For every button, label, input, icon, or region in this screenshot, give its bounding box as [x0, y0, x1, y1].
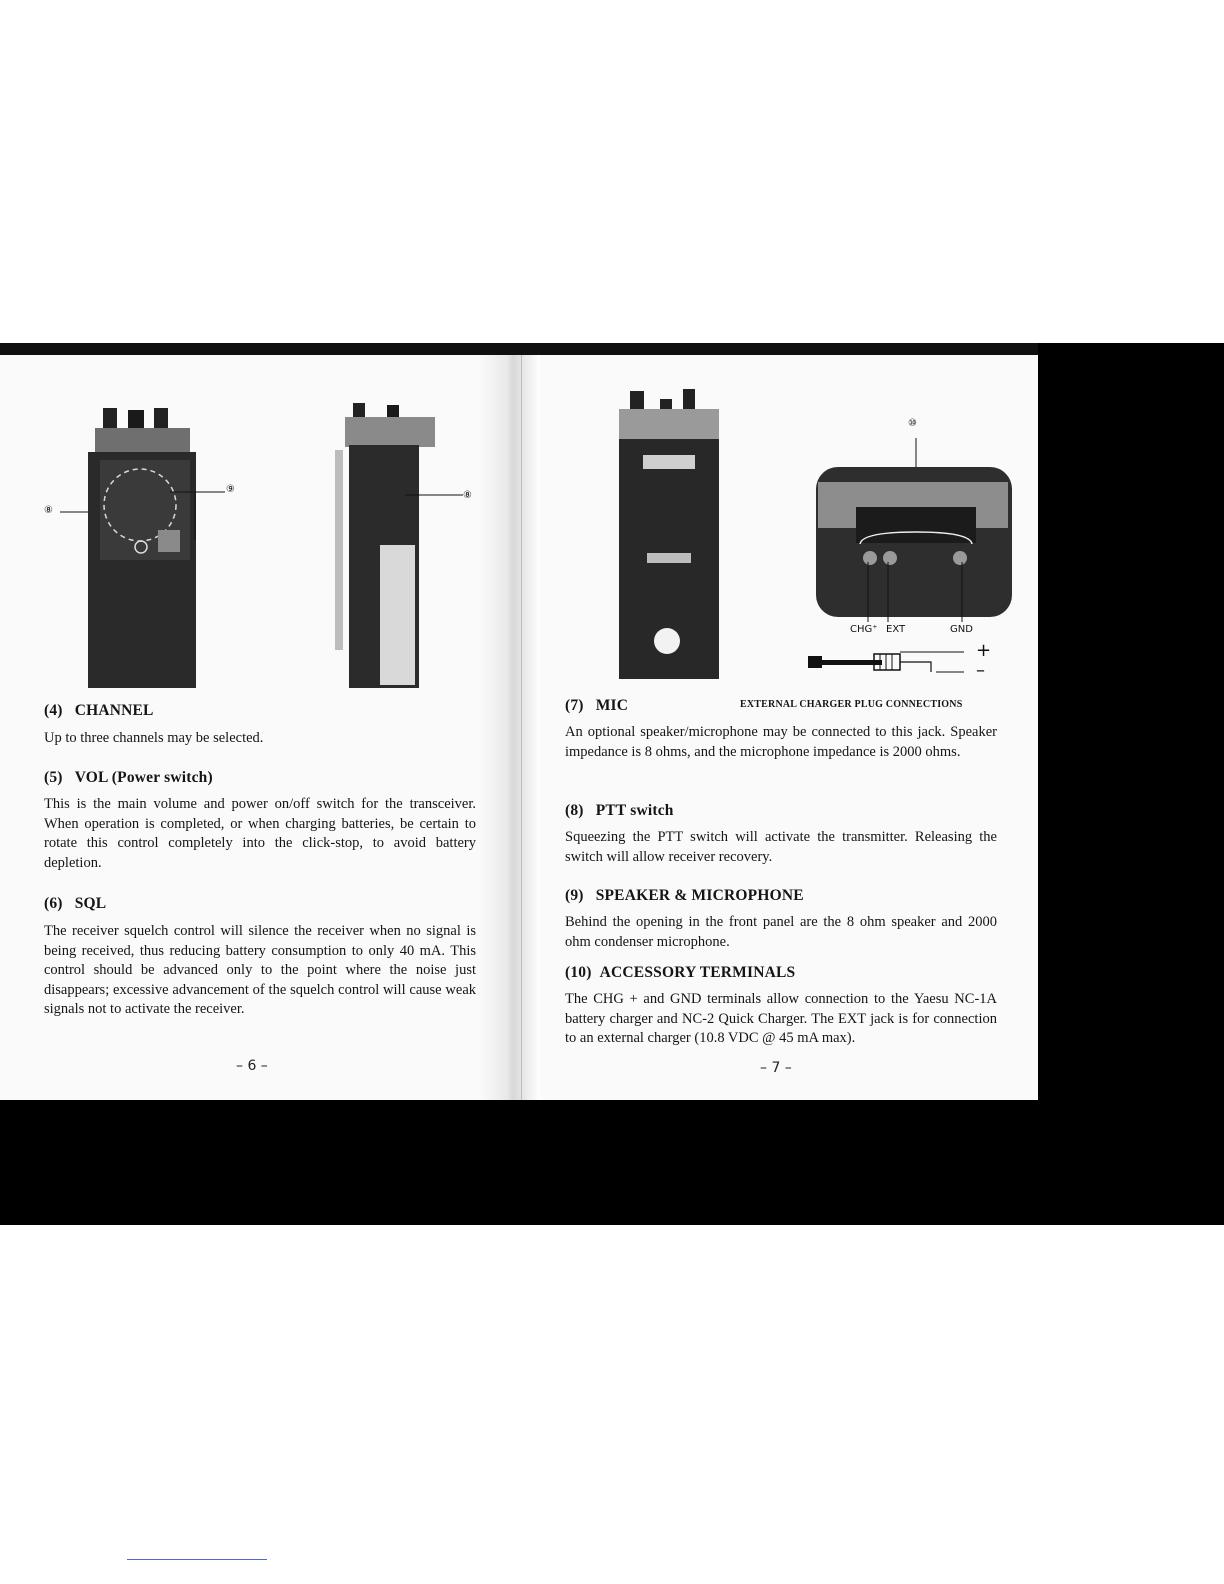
heading-accessory: (10) ACCESSORY TERMINALS	[565, 964, 796, 981]
text-ptt: Squeezing the PTT switch will activate the transmitter. Releasing the switch will allow receiver recovery.	[565, 829, 997, 865]
page-number-7: – 7 –	[760, 1060, 792, 1076]
scan-right-edge	[1038, 343, 1224, 1225]
radio-back-photo	[605, 385, 735, 680]
text-accessory: The CHG + and GND terminals allow connection to the Yaesu NC-1A battery charger and NC-2 Quick Charger. The EXT jack is for connection to an external charger (10.8 VDC @ 45 mA max).	[565, 991, 997, 1046]
heading-ptt: (8) PTT switch	[565, 802, 674, 819]
callout-9-front: ⑨	[226, 484, 235, 495]
text-sql: The receiver squelch control will silence the receiver when no signal is being received, thus reducing battery consumption to only 40 mA. This control should be advanced only to the point where the noise just disappears; excessive advancement of the squelch control will cause weak signals not to activate the receiver.	[44, 923, 476, 1017]
terminal-label-chg: CHG⁺	[850, 624, 878, 635]
plug-plus-symbol: +	[976, 640, 992, 661]
radio-side-photo	[325, 395, 495, 690]
radio-front-photo	[40, 400, 250, 690]
page-number-6: – 6 –	[236, 1058, 268, 1074]
footer-rule	[127, 1559, 267, 1560]
text-mic: An optional speaker/microphone may be connected to this jack. Speaker impedance is 8 ohms, and the microphone impedance is 2000 ohms.	[565, 724, 997, 760]
figure-caption: EXTERNAL CHARGER PLUG CONNECTIONS	[740, 699, 963, 710]
text-channel: Up to three channels may be selected.	[44, 730, 264, 746]
heading-vol: (5) VOL (Power switch)	[44, 769, 213, 786]
page-divider	[521, 355, 522, 1100]
terminal-label-ext: EXT	[886, 624, 906, 635]
heading-channel: (4) CHANNEL	[44, 702, 154, 719]
callout-8-front: ⑧	[44, 505, 53, 516]
heading-mic: (7) MIC	[565, 697, 629, 714]
scan-bottom-edge	[0, 1100, 1224, 1225]
callout-8-side: ⑧	[463, 490, 472, 501]
terminal-label-gnd: GND	[950, 624, 973, 635]
plug-minus-symbol: –	[976, 660, 985, 681]
radio-bottom-terminals-photo	[810, 432, 1020, 632]
heading-speaker-mic: (9) SPEAKER & MICROPHONE	[565, 887, 804, 904]
callout-10: ⑩	[908, 418, 917, 429]
charger-plug-icon	[806, 646, 971, 676]
text-speaker-mic: Behind the opening in the front panel are the 8 ohm speaker and 2000 ohm condenser microphone.	[565, 914, 997, 950]
heading-sql: (6) SQL	[44, 895, 107, 912]
text-vol: This is the main volume and power on/off switch for the transceiver. When operation is completed, or when charging batteries, be certain to rotate this control completely into the click-stop, to avoid battery depletion.	[44, 796, 476, 871]
